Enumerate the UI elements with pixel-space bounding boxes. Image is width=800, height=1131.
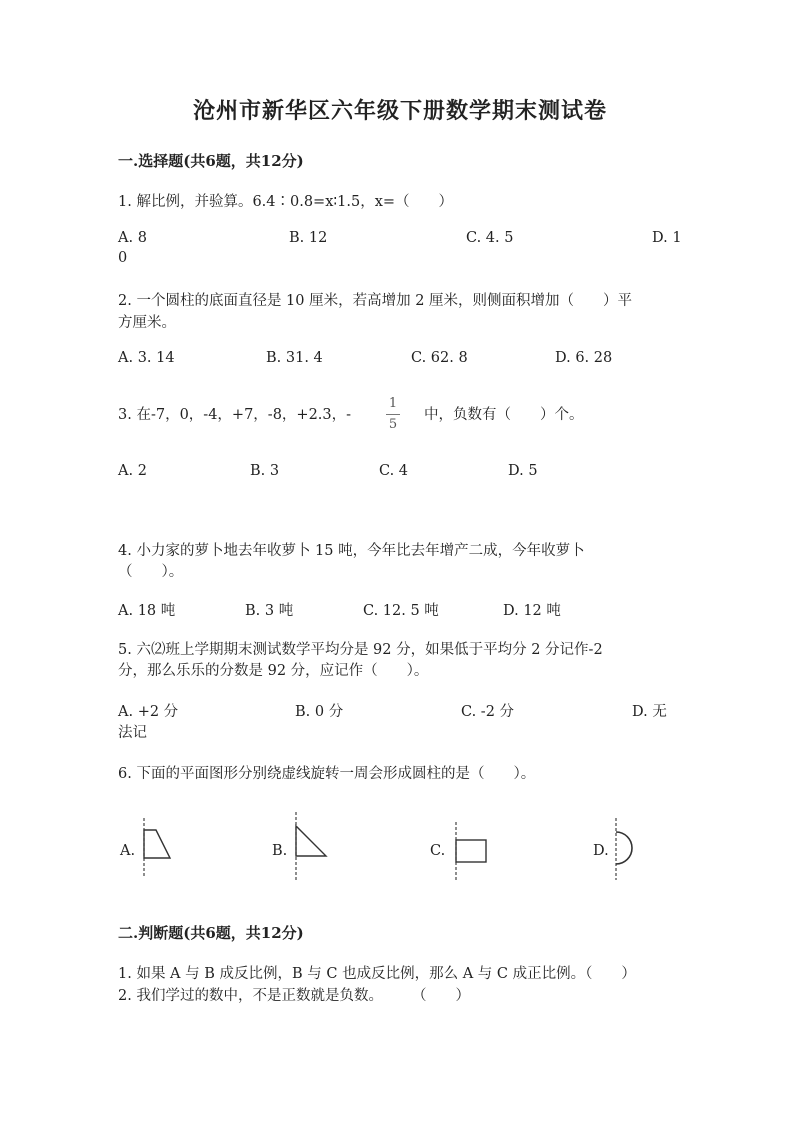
q3-option-c: C. 4 [379,463,409,479]
question-5-line2: 分，那么乐乐的分数是 92 分，应记作（ ）。 [118,663,429,679]
fraction-denominator: 5 [388,417,398,432]
question-6: 6. 下面的平面图形分别绕虚线旋转一周会形成圆柱的是（ ）。 [118,766,536,782]
question-1: 1. 解比例，并验算。6.4∶0.8=x∶1.5，x=（ ） [118,194,454,210]
q5-option-d-wrap: 法记 [118,725,147,741]
q4-option-b: B. 3 吨 [245,603,294,619]
q2-option-a: A. 3. 14 [118,350,175,366]
q4-option-a: A. 18 吨 [118,603,176,619]
q1-option-b: B. 12 [289,230,328,246]
q3-option-d: D. 5 [508,463,538,479]
section-heading-judgment: 二.判断题(共6题，共12分) [118,924,304,942]
question-2-line1: 2. 一个圆柱的底面直径是 10 厘米，若高增加 2 厘米，则侧面积增加（ ）平 [118,293,633,309]
question-5-line1: 5. 六⑵班上学期期末测试数学平均分是 92 分，如果低于平均分 2 分记作-2 [118,642,603,658]
q6-option-c-label: C. [430,843,446,859]
q6-option-d-label: D. [593,843,609,859]
judgment-2: 2. 我们学过的数中，不是正数就是负数。 （ ） [118,988,470,1004]
q1-option-a: A. 8 [118,230,147,246]
triangle-figure-b [288,812,332,882]
q2-option-b: B. 31. 4 [266,350,323,366]
q4-option-c: C. 12. 5 吨 [363,603,439,619]
question-4-line2: （ ）。 [118,564,184,580]
question-4-line1: 4. 小力家的萝卜地去年收萝卜 15 吨，今年比去年增产二成，今年收萝卜 [118,543,585,559]
question-3-pre: 3. 在-7，0，-4，+7，-8，+2.3，- [118,407,352,423]
section-heading-choice: 一.选择题(共6题，共12分) [118,152,304,170]
q4-option-d: D. 12 吨 [503,603,561,619]
rectangle-figure-c [448,822,492,882]
q5-option-c: C. -2 分 [461,704,515,720]
judgment-1: 1. 如果 A 与 B 成反比例，B 与 C 也成反比例，那么 A 与 C 成正比例。（ ） [118,966,636,982]
q5-option-a: A. +2 分 [118,704,179,720]
q1-option-d: D. 1 [652,230,682,246]
q1-option-d-wrap: 0 [118,250,128,266]
question-3-post: 中，负数有（ ）个。 [424,407,584,423]
q5-option-b: B. 0 分 [295,704,344,720]
question-2-line2: 方厘米。 [118,315,176,331]
semicircle-figure-d [608,818,648,882]
trapezoid-figure-a [136,818,180,880]
q2-option-d: D. 6. 28 [555,350,613,366]
fraction-one-fifth [386,396,400,433]
q3-option-a: A. 2 [118,463,147,479]
q1-option-c: C. 4. 5 [466,230,514,246]
fraction-bar [386,414,400,415]
q5-option-d: D. 无 [632,704,667,720]
q3-option-b: B. 3 [250,463,280,479]
fraction-numerator: 1 [388,396,398,411]
page-title: 沧州市新华区六年级下册数学期末测试卷 [192,98,607,124]
q2-option-c: C. 62. 8 [411,350,468,366]
q6-option-b-label: B. [272,843,288,859]
q6-option-a-label: A. [120,843,136,859]
